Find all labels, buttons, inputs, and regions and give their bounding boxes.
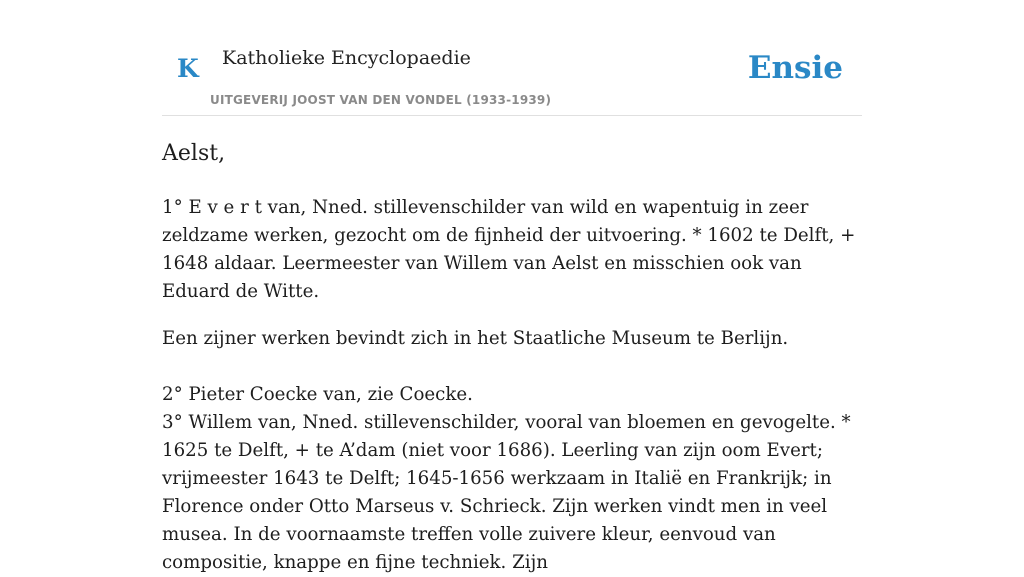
publisher-logo-icon[interactable]: K — [177, 54, 199, 83]
article-paragraph-2: Een zijner werken bevindt zich in het Staatliche Museum te Berlijn. — [162, 328, 789, 349]
publisher-subtitle: UITGEVERIJ JOOST VAN DEN VONDEL (1933-1939) — [210, 93, 552, 107]
article-paragraph-3: 2° Pieter Coecke van, zie Coecke. — [162, 384, 473, 405]
article-content — [162, 138, 862, 577]
book-title-link[interactable]: Katholieke Encyclopaedie — [222, 47, 471, 69]
article-paragraph-4: 3° Willem van, Nned. stillevenschilder, vooral van bloemen en gevogelte. * 1625 te Delft, + te A’dam (niet voor 1686). Leerling van zijn oom Evert; vrijmeester 1643 te Delft; 1645-1656 werkzaam in Italië en Frankrijk; in Florence onder Otto Marseus v. Schrieck. Zijn werken vindt men in veel musea. In de voornaamste treffen volle zuivere kleur, eenvoud van compositie, knappe en fijne techniek. Zijn — [162, 412, 851, 573]
article-paragraph-1: 1° E v e r t van, Nned. stillevenschilder van wild en wapentuig in zeer zeldzame werken, gezocht om de fijnheid der uitvoering. * 1602 te Delft, + 1648 aldaar. Leermeester van Willem van Aelst en misschien ook van Eduard de Witte. — [162, 197, 856, 302]
site-header — [162, 30, 862, 116]
ensie-logo-link[interactable]: Ensie — [747, 50, 843, 86]
entry-title: Aelst, — [162, 141, 226, 166]
